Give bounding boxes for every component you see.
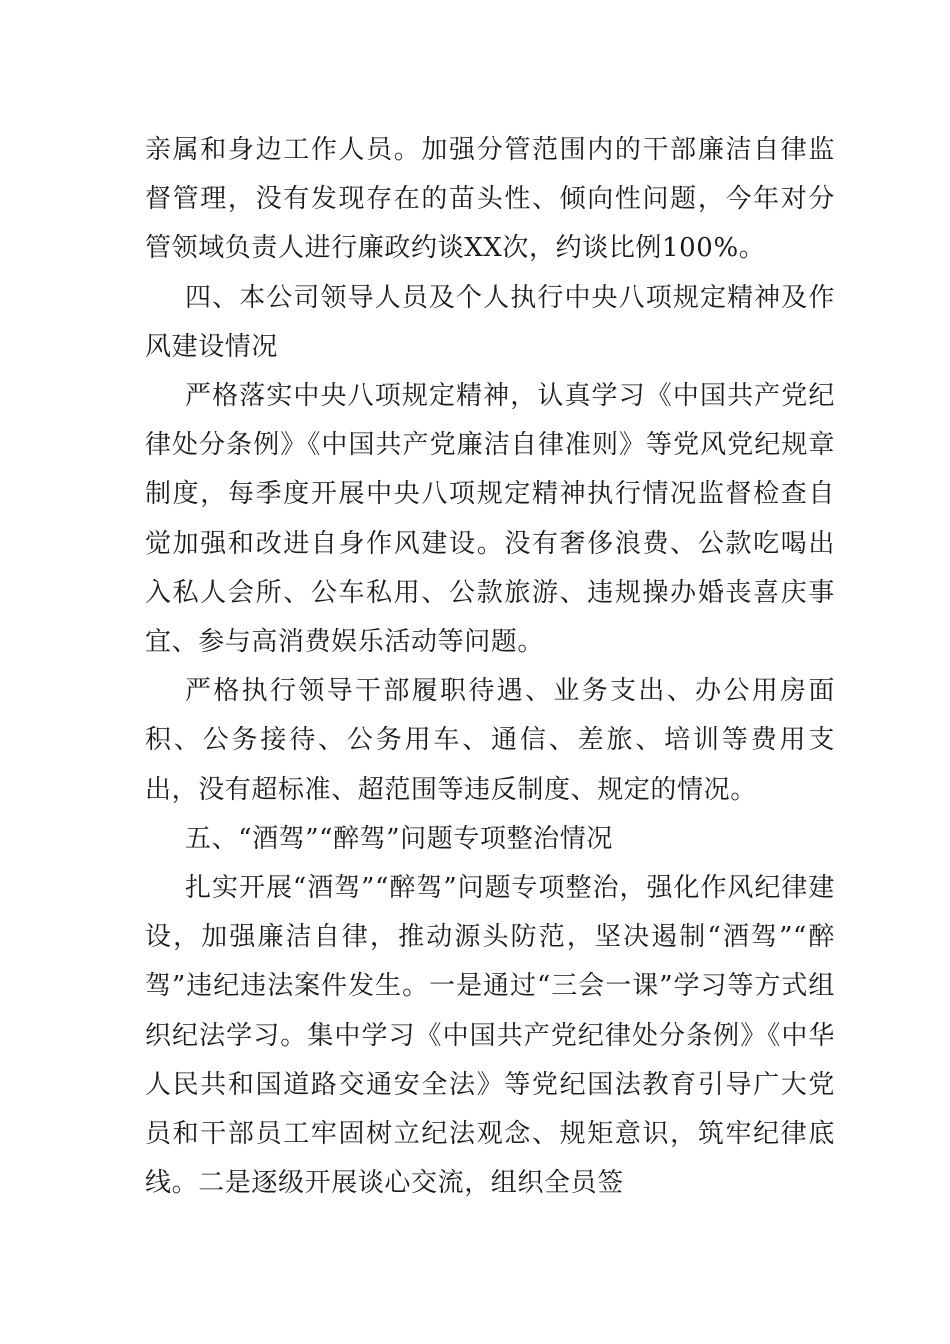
document-body [145, 126, 835, 1208]
section-heading-five: 五、“酒驾”“醉驾”问题专项整治情况 [185, 823, 613, 854]
paragraph-drunk-driving: 扎实开展“酒驾”“醉驾”问题专项整治，强化作风纪律建设，加强廉洁自律，推动源头防范，坚决遏制“酒驾”“醉驾”违纪违法案件发生。一是通过“三会一课”学习等方式组织纪法学习。集中学习《中国共产党纪律处分条例》《中华人民共和国道路交通安全法》等党纪国法教育引导广大党员和干部员工牢固树立纪法观念、规矩意识，筑牢纪律底线。二是逐级开展谈心交流，组织全员签 [145, 873, 835, 1199]
paragraph-eight-rules: 严格落实中央八项规定精神，认真学习《中国共产党纪律处分条例》《中国共产党廉洁自律准则》等党风党纪规章制度，每季度开展中央八项规定精神执行情况监督检查自觉加强和改进自身作风建设。没有奢侈浪费、公款吃喝出入私人会所、公车私用、公款旅游、违规操办婚丧喜庆事宜、参与高消费娱乐活动等问题。 [145, 381, 835, 658]
paragraph-continuation: 亲属和身边工作人员。加强分管范围内的干部廉洁自律监督管理，没有发现存在的苗头性、倾向性问题，今年对分管领域负责人进行廉政约谈XX次，约谈比例100%。 [145, 135, 835, 264]
paragraph-expenses: 严格执行领导干部履职待遇、业务支出、办公用房面积、公务接待、公务用车、通信、差旅、培训等费用支出，没有超标准、超范围等违反制度、规定的情况。 [145, 676, 835, 805]
section-heading-four: 四、本公司领导人员及个人执行中央八项规定精神及作风建设情况 [145, 282, 835, 362]
